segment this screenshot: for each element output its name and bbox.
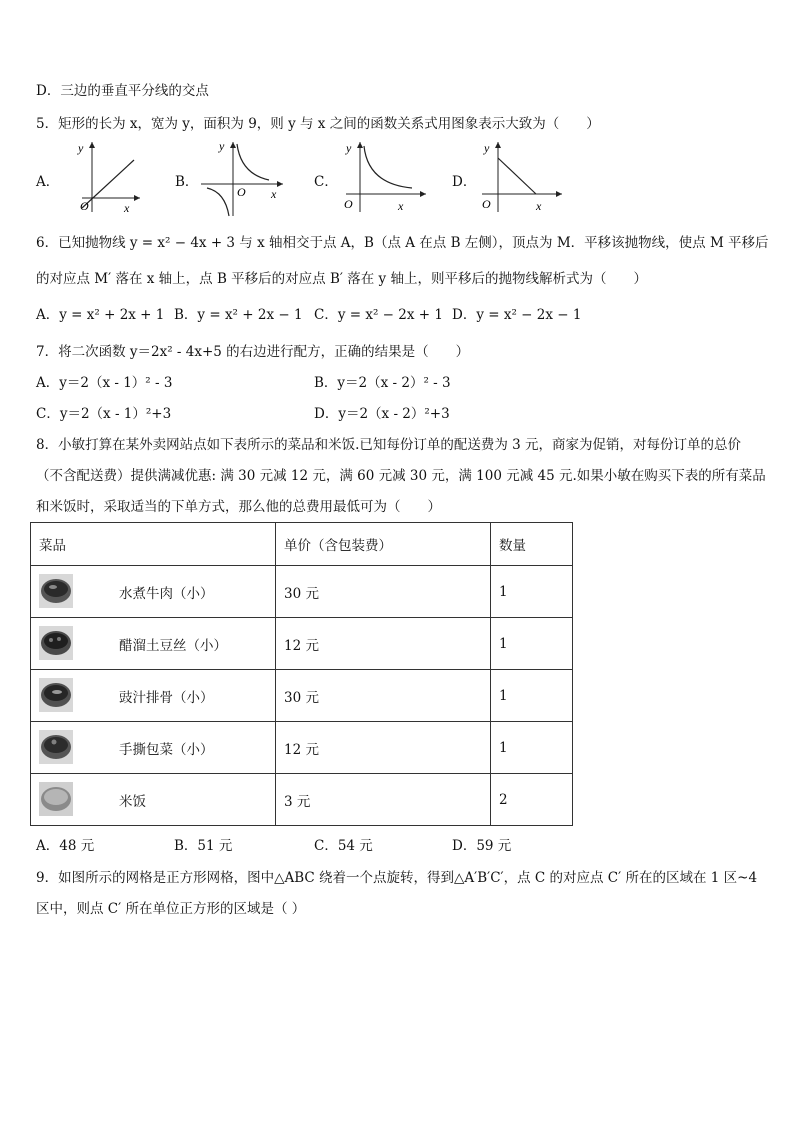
q7-stem: 7．将二次函数 y＝2x² - 4x+5 的右边进行配方，正确的结果是（ ）: [36, 344, 470, 360]
y-axis-label: y: [78, 141, 84, 155]
q6-stem-line2: 的对应点 M′ 落在 x 轴上，点 B 平移后的对应点 B′ 落在 y 轴上，则平移后的抛物线解析式为（ ）: [36, 271, 647, 287]
graph-c-icon: [338, 138, 428, 214]
rice-photo-icon: [39, 782, 73, 816]
price-cell: 12 元: [276, 618, 491, 670]
q6-option-b: B．y = x² + 2x − 1: [174, 307, 303, 323]
qty-cell: 2: [491, 774, 573, 826]
header-qty: 数量: [491, 523, 573, 566]
q5-option-b-label: B．: [175, 174, 199, 190]
table-row: [31, 722, 573, 774]
qty-cell: 1: [491, 722, 573, 774]
dish-name: 米饭: [119, 794, 146, 810]
x-axis-label: x: [536, 199, 542, 213]
table-header-row: [31, 523, 573, 566]
q6-option-c: C．y = x² − 2x + 1: [314, 307, 443, 323]
table-row: [31, 774, 573, 826]
q7-option-a: A．y＝2（x - 1）² - 3: [36, 375, 173, 391]
qty-cell: 1: [491, 566, 573, 618]
origin-label: O: [237, 185, 246, 199]
q8-option-c: C．54 元: [314, 838, 373, 854]
table-row: [31, 566, 573, 618]
q8-stem-line3: 和米饭时，采取适当的下单方式，那么他的总费用最低可为（ ）: [36, 499, 441, 515]
q7-option-b: B．y＝2（x - 2）² - 3: [314, 375, 451, 391]
dish-name: 水煮牛肉（小）: [119, 586, 214, 602]
graph-d-icon: [476, 138, 566, 214]
q9-stem-line2: 区中，则点 C′ 所在单位正方形的区域是（ ）: [36, 901, 306, 917]
header-price: 单价（含包装费）: [276, 523, 491, 566]
q7-option-d: D．y＝2（x - 2）²+3: [314, 406, 450, 422]
q6-option-d: D．y = x² − 2x − 1: [452, 307, 582, 323]
origin-label: O: [482, 197, 491, 211]
price-cell: 30 元: [276, 566, 491, 618]
q5-option-c: [314, 138, 424, 214]
table-row: [31, 670, 573, 722]
y-axis-label: y: [219, 139, 225, 153]
q5-option-d-label: D．: [452, 174, 477, 190]
price-cell: 12 元: [276, 722, 491, 774]
y-axis-label: y: [484, 141, 490, 155]
x-axis-label: x: [398, 199, 404, 213]
price-cell: 3 元: [276, 774, 491, 826]
dish-photo-icon: [39, 678, 73, 712]
dish-photo-icon: [39, 730, 73, 764]
qty-cell: 1: [491, 618, 573, 670]
origin-label: O: [80, 199, 89, 213]
q5-option-d: [452, 138, 562, 214]
q8-stem-line2: （不含配送费）提供满减优惠: 满 30 元减 12 元，满 60 元减 30 元，满 100 元减 45 元.如果小敏在购买下表的所有菜品: [36, 468, 766, 484]
x-axis-label: x: [271, 187, 277, 201]
q8-option-d: D．59 元: [452, 838, 512, 854]
q8-option-b: B．51 元: [174, 838, 233, 854]
q5-option-a-label: A．: [36, 174, 60, 190]
q6-stem-line1: 6．已知抛物线 y = x² − 4x + 3 与 x 轴相交于点 A，B（点 A 在点 B 左侧），顶点为 M．平移该抛物线，使点 M 平移后: [36, 235, 769, 251]
price-cell: 30 元: [276, 670, 491, 722]
q6-option-a: A．y = x² + 2x + 1: [36, 307, 165, 323]
q5-option-a: [36, 138, 146, 214]
q5-option-b: [175, 138, 285, 218]
q4-option-d: D．三边的垂直平分线的交点: [36, 83, 209, 99]
y-axis-label: y: [346, 141, 352, 155]
origin-label: O: [344, 197, 353, 211]
dish-name: 手撕包菜（小）: [119, 742, 214, 758]
dish-name: 醋溜土豆丝（小）: [119, 638, 227, 654]
x-axis-label: x: [124, 201, 130, 214]
dish-photo-icon: [39, 574, 73, 608]
menu-table: [30, 522, 573, 826]
graph-a-icon: [62, 138, 142, 214]
q5-stem: 5．矩形的长为 x，宽为 y，面积为 9，则 y 与 x 之间的函数关系式用图象表示大致为（ ）: [36, 116, 600, 132]
dish-photo-icon: [39, 626, 73, 660]
q7-option-c: C．y＝2（x - 1）²+3: [36, 406, 172, 422]
table-row: [31, 618, 573, 670]
qty-cell: 1: [491, 670, 573, 722]
header-dish: 菜品: [31, 523, 276, 566]
dish-name: 豉汁排骨（小）: [119, 690, 214, 706]
q5-option-c-label: C．: [314, 174, 338, 190]
graph-b-icon: [197, 138, 287, 218]
q8-stem-line1: 8．小敏打算在某外卖网站点如下表所示的菜品和米饭.已知每份订单的配送费为 3 元，商家为促销，对每份订单的总价: [36, 437, 742, 453]
q8-option-a: A．48 元: [36, 838, 95, 854]
q9-stem-line1: 9．如图所示的网格是正方形网格，图中△ABC 绕着一个点旋转，得到△A′B′C′，点 C 的对应点 C′ 所在的区域在 1 区~4: [36, 870, 758, 886]
